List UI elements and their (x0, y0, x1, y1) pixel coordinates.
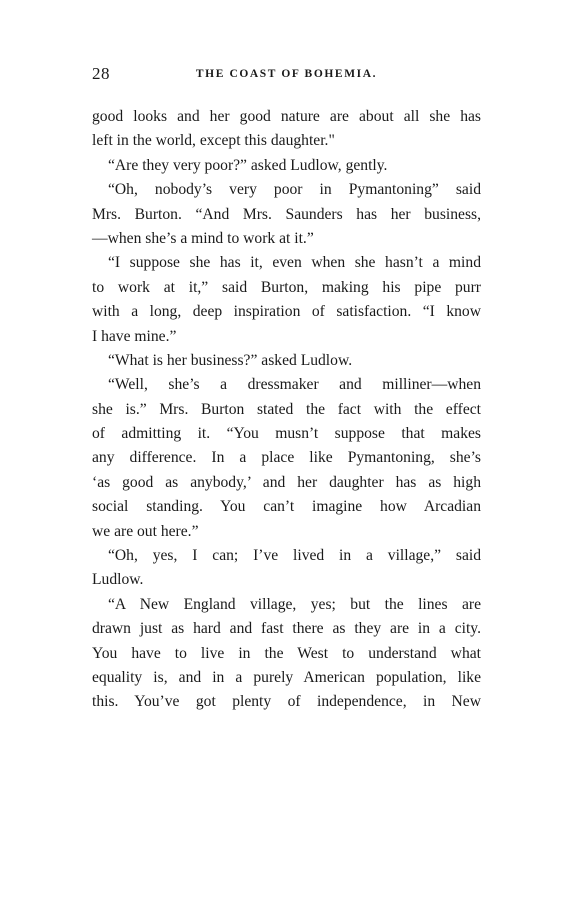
text-line: Ludlow. (92, 571, 144, 589)
text-line: “I suppose she has it, even when she hasn’t a mind (108, 254, 481, 272)
text-line: “Oh, yes, I can; I’ve lived in a village,” said (108, 547, 481, 565)
text-line: with a long, deep inspiration of satisfaction. “I know (92, 303, 481, 321)
text-line: “Are they very poor?” asked Ludlow, gently. (108, 156, 388, 174)
text-line: “Well, she’s a dressmaker and milliner—when (108, 376, 481, 394)
text-line: —when she’s a mind to work at it.” (92, 229, 314, 247)
running-head (92, 64, 481, 88)
text-line: left in the world, except this daughter." (92, 132, 335, 150)
text-line: equality is, and in a purely American population, like (92, 668, 481, 686)
text-line: Mrs. Burton. “And Mrs. Saunders has her business, (92, 205, 481, 223)
text-line: You have to live in the West to understand what (92, 644, 481, 662)
text-line: any difference. In a place like Pymantoning, she’s (92, 449, 481, 467)
text-line: good looks and her good nature are about all she has (92, 108, 481, 125)
text-line: drawn just as hard and fast there as they are in a city. (92, 620, 481, 638)
text-line: she is.” Mrs. Burton stated the fact with the effect (92, 400, 481, 418)
body-text (92, 105, 481, 715)
running-title: THE COAST OF BOHEMIA. (195, 68, 378, 80)
text-line: “Oh, nobody’s very poor in Pymantoning” said (108, 181, 481, 199)
text-line: to work at it,” said Burton, making his pipe purr (92, 278, 481, 296)
text-line: we are out here.” (92, 522, 199, 540)
text-line: “A New England village, yes; but the lines are (108, 595, 481, 613)
text-line: social standing. You can’t imagine how Arcadian (92, 498, 481, 516)
text-line: this. You’ve got plenty of independence, in New (92, 693, 481, 711)
text-line: ‘as good as anybody,’ and her daughter has as high (92, 473, 481, 491)
text-line: of admitting it. “You musn’t suppose that makes (92, 425, 481, 443)
page-number: 28 (92, 64, 110, 83)
text-line: “What is her business?” asked Ludlow. (108, 351, 353, 369)
text-line: I have mine.” (92, 327, 177, 345)
